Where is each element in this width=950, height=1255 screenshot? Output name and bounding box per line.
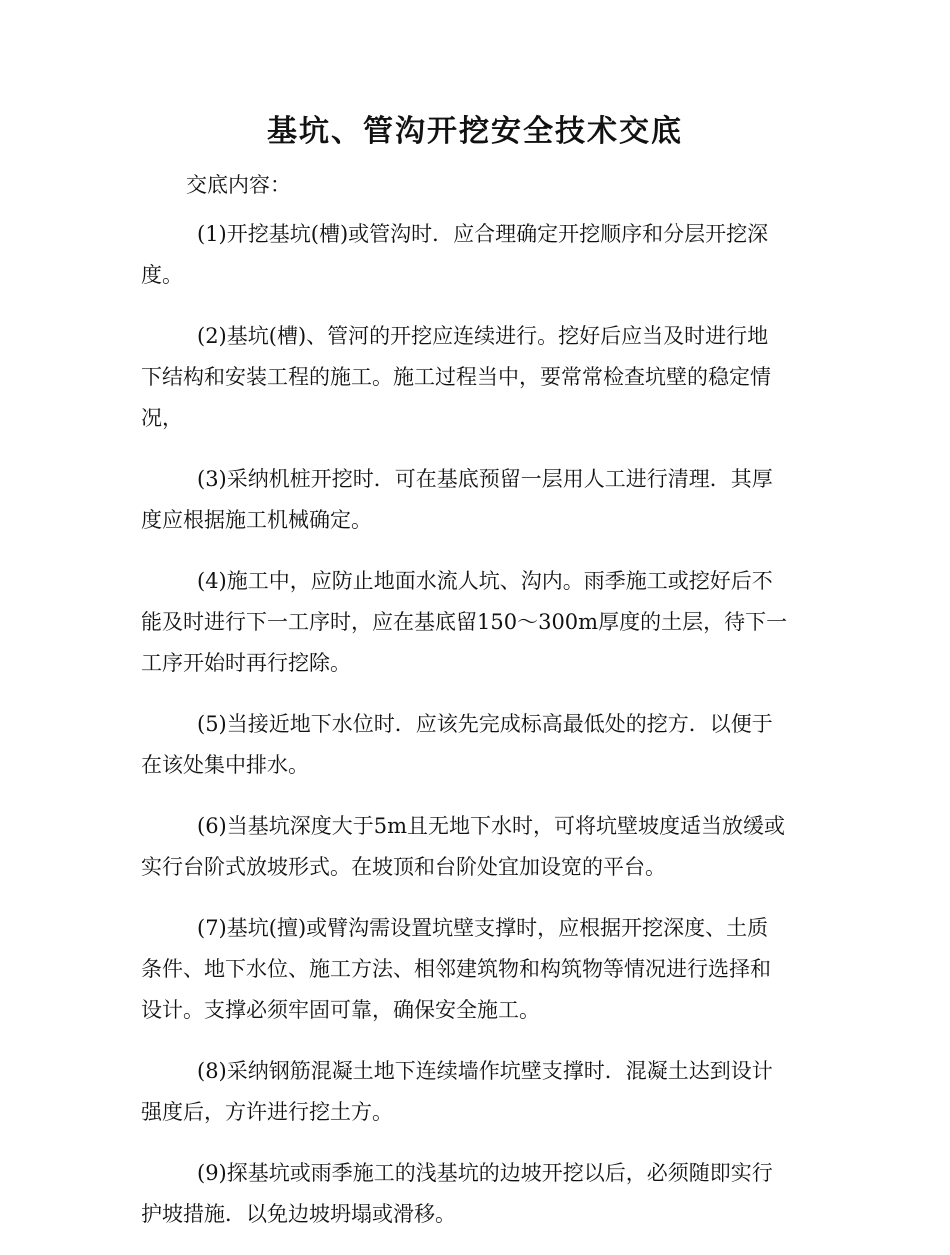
safety-item-paragraph [141,704,806,786]
paragraph-line: (2)基坑(槽)、管河的开挖应连续进行。挖好后应当及时进行地 [197,324,769,348]
safety-item-paragraph [141,459,806,541]
paragraph-line: 实行台阶式放坡形式。在坡顶和台阶处宜加设宽的平台。 [141,855,666,879]
safety-item-paragraph [141,561,806,684]
paragraph-line: (3)采纳机桩开挖时．可在基底预留一层用人工进行清理．其厚 [197,467,773,491]
paragraph-line: (4)施工中，应防止地面水流人坑、沟内。雨季施工或挖好后不 [197,569,773,593]
paragraph-line: 工序开始时再行挖除。 [141,651,351,675]
safety-item-paragraph [141,214,806,296]
paragraph-line: (9)探基坑或雨季施工的浅基坑的边坡开挖以后，必须随即实行 [197,1161,773,1185]
paragraph-line: (6)当基坑深度大于5m且无地下水时，可将坑壁坡度适当放缓或 [197,814,786,838]
paragraph-line: (8)采纳钢筋混凝土地下连续墙作坑壁支撑时．混凝土达到设计 [197,1059,773,1083]
intro-label: 交底内容： [186,173,291,197]
safety-item-paragraph [141,908,806,1031]
paragraph-line: 度。 [141,263,183,287]
document-title: 基坑、管沟开挖安全技术交底 [267,114,683,149]
paragraph-line: 度应根据施工机械确定。 [141,508,372,532]
safety-item-paragraph [141,806,806,888]
paragraph-line: (1)开挖基坑(槽)或管沟时．应合理确定开挖顺序和分层开挖深 [197,222,769,246]
paragraph-line: 况， [141,406,183,430]
paragraph-line: 在该处集中排水。 [141,753,309,777]
safety-item-paragraph [141,316,806,439]
paragraph-line: 强度后，方许进行挖土方。 [141,1100,393,1124]
safety-item-paragraph [141,1153,806,1235]
paragraph-line: (7)基坑(擅)或臂沟需设置坑壁支撑时，应根据开挖深度、土质 [197,916,769,940]
paragraph-line: 设计。支撑必须牢固可靠，确保安全施工。 [141,998,540,1022]
paragraph-line: 条件、地下水位、施工方法、相邻建筑物和构筑物等情况进行选择和 [141,957,771,981]
paragraph-line: 能及时进行下一工序时，应在基底留150～300m厚度的土层，待下一 [141,610,788,634]
safety-item-paragraph [141,1051,806,1133]
paragraph-line: (5)当接近地下水位时．应该先完成标高最低处的挖方．以便于 [197,712,773,736]
paragraph-line: 下结构和安装工程的施工。施工过程当中，要常常检查坑壁的稳定情 [141,365,771,389]
document-body [141,214,806,1255]
paragraph-line: 护坡措施．以免边坡坍塌或滑移。 [141,1202,456,1226]
